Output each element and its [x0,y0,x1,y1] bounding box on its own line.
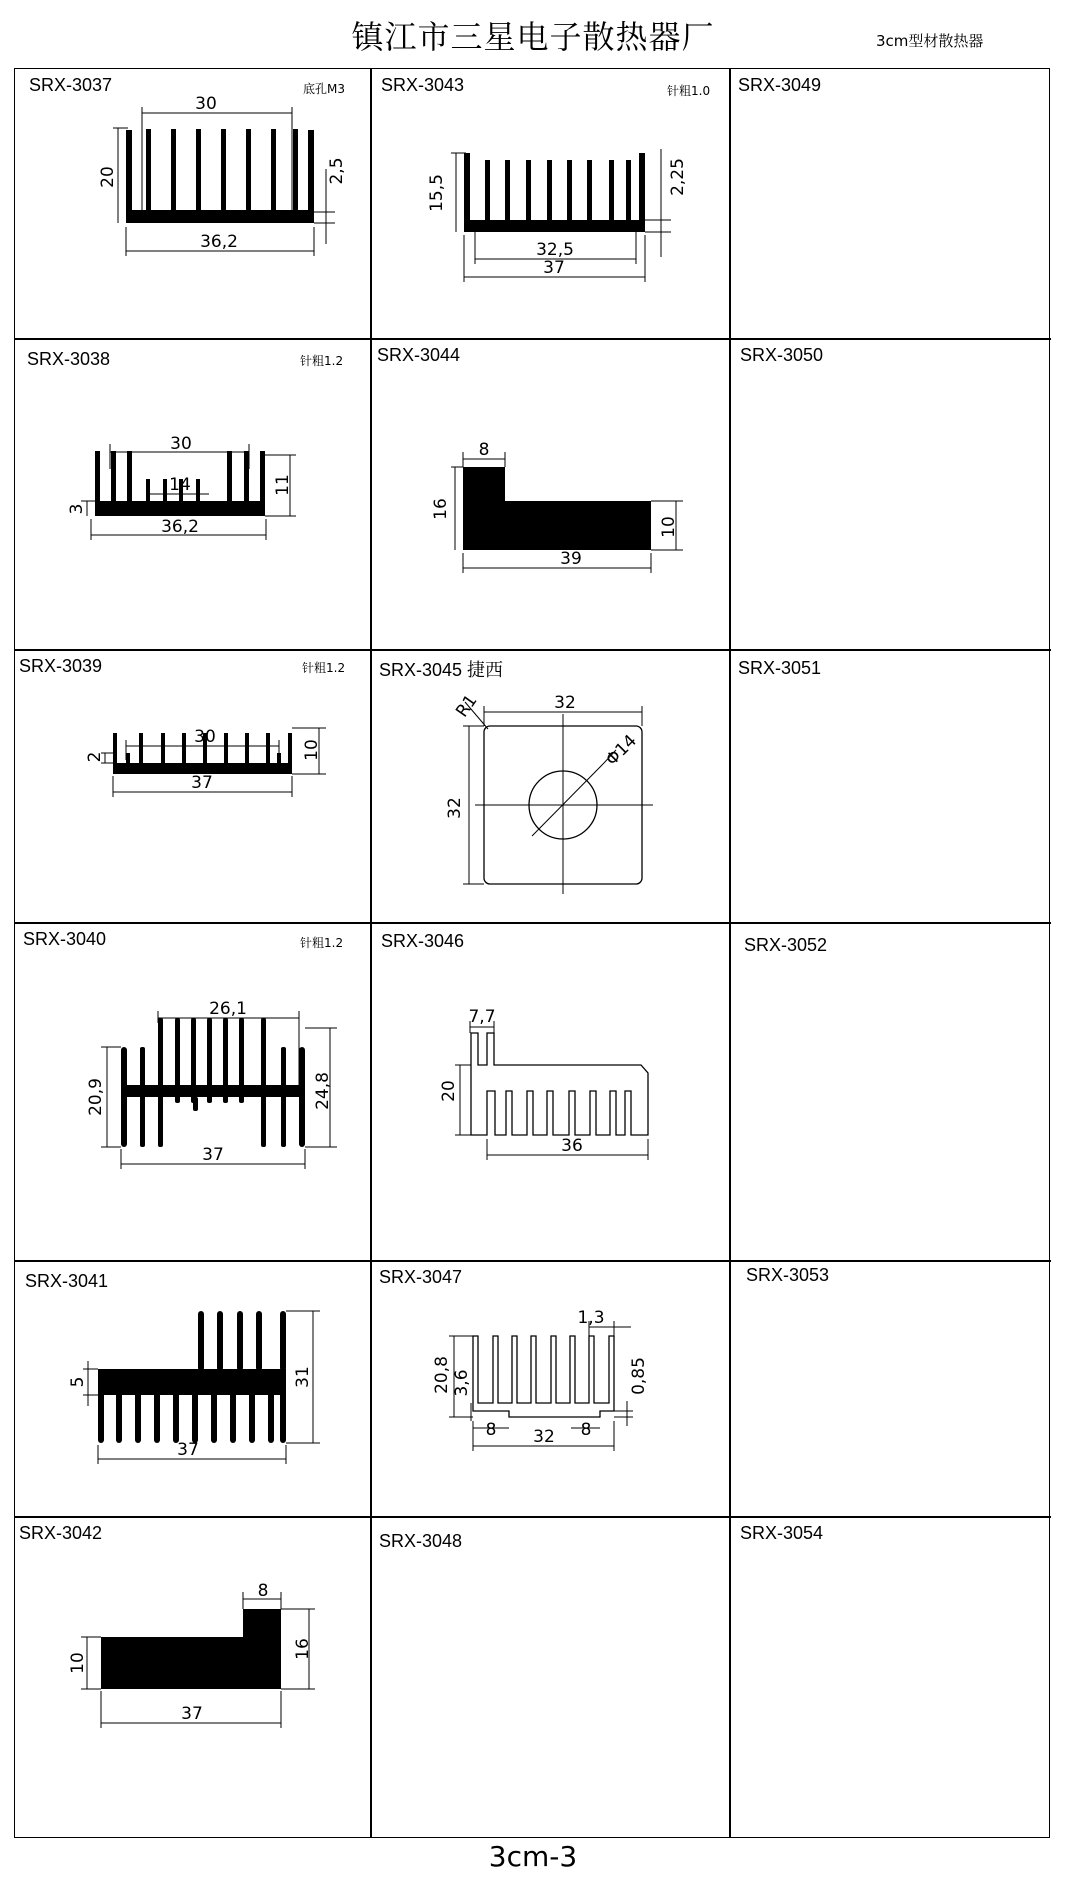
product-code: SRX-3038 [27,349,111,369]
dim-label: 30 [170,434,192,454]
dim-label: 26,1 [209,999,247,1019]
dim-label: 11 [273,474,293,496]
product-code: SRX-3037 [29,75,113,95]
cell-srx-3040 [15,923,370,1260]
dim-label: 37 [191,773,213,793]
dim-label: 8 [478,440,490,460]
page-subtitle: 3cm型材散热器 [876,32,984,50]
cell-srx-3047 [371,1261,729,1516]
dim-label: 14 [169,475,191,495]
product-note: 底孔M3 [303,82,345,96]
dim-label: 20,9 [86,1078,106,1116]
dim-label: 36,2 [161,517,199,537]
cell-srx-3037 [15,69,370,338]
product-code: SRX-3052 [744,935,828,955]
cell-srx-3039 [15,650,370,922]
cell-srx-3038 [15,339,370,649]
dim-label: 8 [257,1581,269,1601]
product-code: SRX-3042 [19,1523,103,1543]
dim-label: 16 [431,498,451,520]
product-code: SRX-3046 [381,931,465,951]
dim-label: 8 [485,1420,497,1440]
product-note: 针粗1.2 [302,661,346,675]
dim-label: 37 [202,1145,224,1165]
dim-label: 3 [67,503,87,515]
dim-label: 2 [85,751,105,763]
dim-label: 37 [543,258,565,278]
cell-srx-3046 [371,923,729,1260]
dim-label: 30 [195,94,217,114]
dim-label: 1,3 [577,1308,605,1328]
dim-label: Φ14 [602,731,641,770]
dim-label: 20 [439,1080,459,1102]
cell-srx-3052 [730,923,1050,1260]
dim-label: 32 [554,693,576,713]
dim-label: 36,2 [200,232,238,252]
product-code: SRX-3051 [738,658,822,678]
product-note: 针粗1.2 [300,936,344,950]
dim-label: 37 [181,1704,203,1724]
dim-label: R1 [452,691,482,722]
dim-label: 20,8 [432,1356,452,1394]
dim-label: 5 [68,1376,88,1388]
cell-srx-3041 [15,1261,370,1516]
dim-label: 10 [659,516,679,538]
cell-srx-3051 [730,650,1050,922]
product-note: 针粗1.0 [667,84,711,98]
product-code: SRX-3049 [738,75,822,95]
cell-srx-3050 [730,339,1050,649]
dim-label: 20 [98,166,118,188]
page-title: 镇江市三星电子散热器厂 [351,18,715,56]
dim-label: 0,85 [629,1357,649,1395]
product-code: SRX-3039 [19,656,103,676]
dim-label: 16 [293,1638,313,1660]
catalog-grid [14,68,1050,1838]
dim-label: 8 [580,1420,592,1440]
product-code: SRX-3053 [746,1265,830,1285]
cell-srx-3044 [371,339,729,649]
product-code: SRX-3048 [379,1531,463,1551]
dim-label: 39 [560,549,582,569]
product-code: SRX-3044 [377,345,461,365]
cell-srx-3043 [371,69,729,338]
dim-label: 7,7 [468,1007,496,1027]
dim-label: 32 [533,1427,555,1447]
cell-srx-3054 [730,1517,1050,1838]
page-number: 3cm-3 [488,1840,578,1873]
product-code: SRX-3041 [25,1271,109,1291]
cell-srx-3042 [15,1517,370,1838]
dim-label: 37 [177,1440,199,1460]
dim-label: 30 [194,727,216,747]
dim-label: 2,5 [327,157,347,185]
dim-label: 10 [68,1652,88,1674]
product-note: 针粗1.2 [300,354,344,368]
dim-label: 32 [445,797,465,819]
product-code: SRX-3040 [23,929,107,949]
dim-label: 36 [561,1136,583,1156]
dim-label: 10 [302,739,322,761]
product-code: SRX-3050 [740,345,824,365]
dim-label: 24,8 [313,1072,333,1110]
product-code: SRX-3043 [381,75,465,95]
dim-label: 32,5 [536,240,574,260]
product-code: SRX-3045 捷西 [379,660,504,680]
cell-srx-3048 [371,1517,729,1838]
cell-srx-3053 [730,1261,1050,1516]
dim-label: 15,5 [427,174,447,212]
dim-label: 2,25 [668,158,688,196]
dim-label: 31 [293,1366,313,1388]
product-code: SRX-3054 [740,1523,824,1543]
product-code: SRX-3047 [379,1267,463,1287]
dim-label: 3,6 [452,1369,472,1397]
cell-srx-3045 [371,650,729,922]
cell-srx-3049 [730,69,1050,338]
